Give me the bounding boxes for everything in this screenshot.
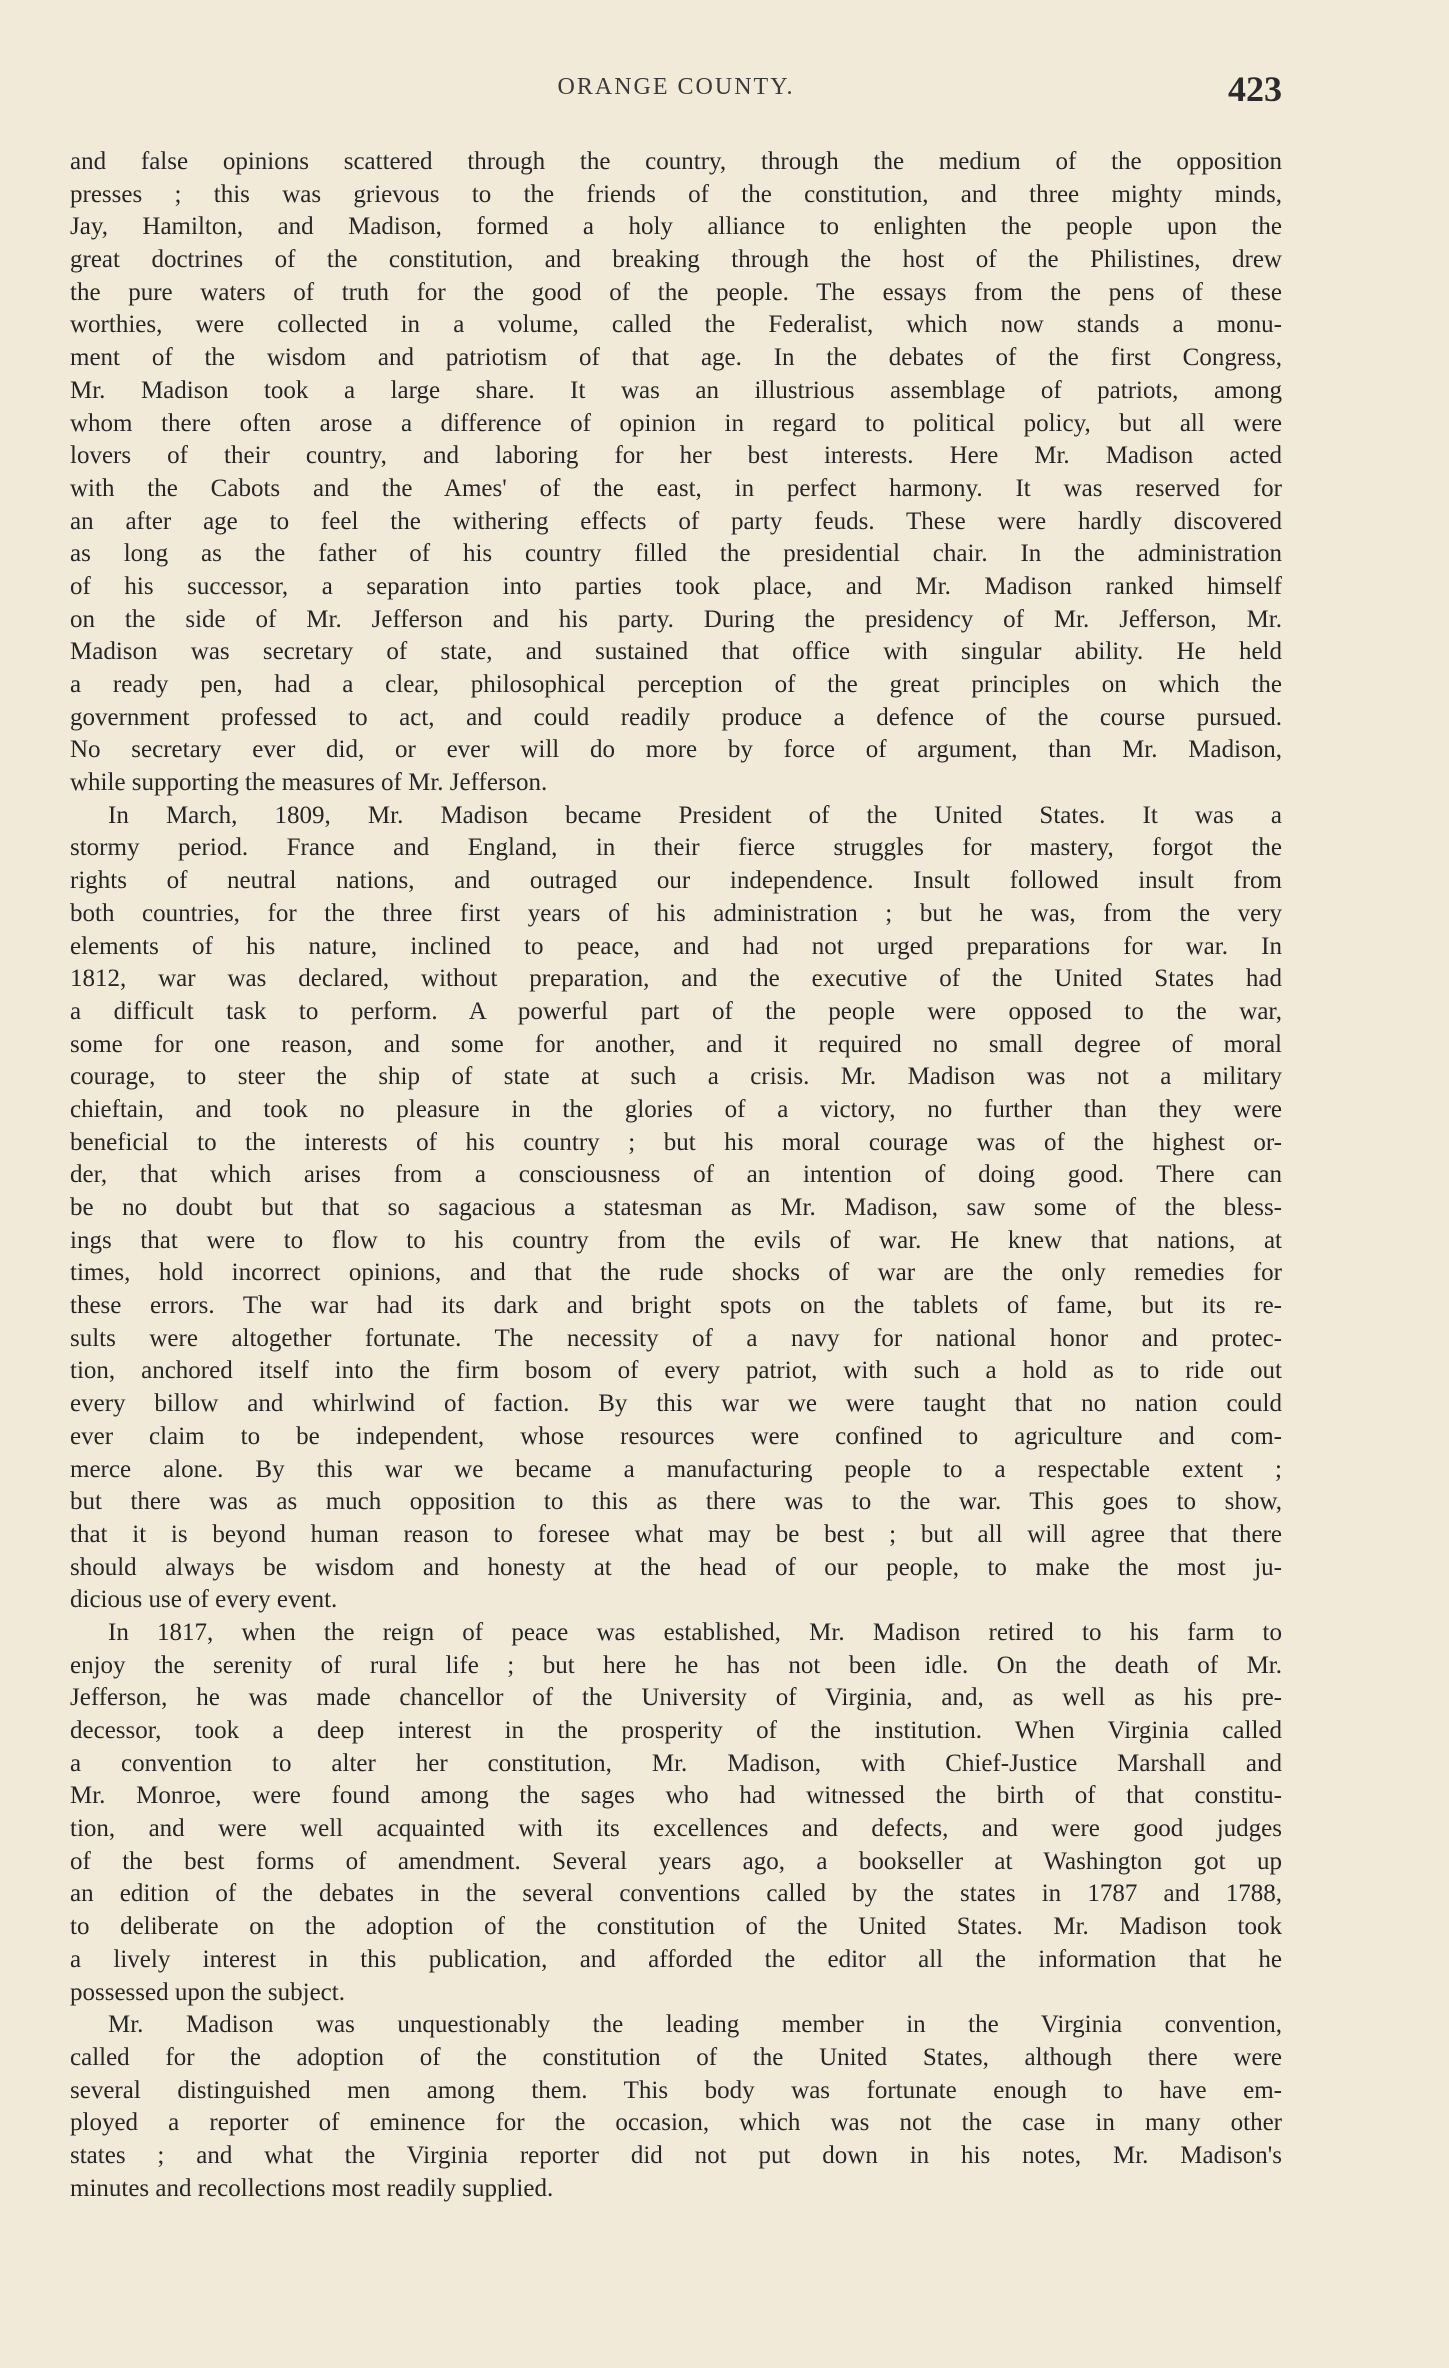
text-line: a difficult task to perform. A powerful part of the people were opposed to the war,	[70, 997, 1282, 1025]
text-line: whom there often arose a difference of opinion in regard to political policy, but all were	[70, 409, 1282, 437]
text-line: merce alone. By this war we became a manufacturing people to a respectable extent ;	[70, 1455, 1282, 1483]
text-line: In 1817, when the reign of peace was established, Mr. Madison retired to his farm to	[108, 1618, 1282, 1646]
text-line: but there was as much opposition to this as there was to the war. This goes to show,	[70, 1488, 1282, 1516]
text-line: ever claim to be independent, whose resources were confined to agriculture and com-	[70, 1422, 1282, 1450]
text-line: Mr. Madison was unquestionably the leading member in the Virginia convention,	[108, 2011, 1282, 2039]
text-line: presses ; this was grievous to the friends of the constitution, and three mighty minds,	[70, 180, 1282, 208]
text-line: some for one reason, and some for another, and it required no small degree of moral	[70, 1030, 1282, 1058]
running-title: ORANGE COUNTY.	[557, 74, 795, 100]
text-line: possessed upon the subject.	[70, 1978, 345, 2006]
text-line: dicious use of every event.	[70, 1586, 338, 1614]
text-line: No secretary ever did, or ever will do more by force of argument, than Mr. Madison,	[70, 736, 1282, 764]
text-line: of the best forms of amendment. Several years ago, a bookseller at Washington got up	[70, 1847, 1282, 1875]
text-line: Jefferson, he was made chancellor of the University of Virginia, and, as well as his pre-	[70, 1684, 1282, 1712]
text-line: chieftain, and took no pleasure in the glories of a victory, no further than they were	[70, 1095, 1282, 1123]
text-line: great doctrines of the constitution, and breaking through the host of the Philistines, drew	[70, 246, 1282, 274]
text-line: while supporting the measures of Mr. Jefferson.	[70, 769, 548, 797]
text-line: sults were altogether fortunate. The necessity of a navy for national honor and protec-	[70, 1324, 1282, 1352]
text-line: stormy period. France and England, in their fierce struggles for mastery, forgot the	[70, 834, 1282, 862]
text-line: In March, 1809, Mr. Madison became President of the United States. It was a	[108, 801, 1282, 829]
text-line: 1812, war was declared, without preparation, and the executive of the United States had	[70, 965, 1282, 993]
text-line: every billow and whirlwind of faction. By this war we were taught that no nation could	[70, 1390, 1282, 1418]
text-line: states ; and what the Virginia reporter did not put down in his notes, Mr. Madison's	[70, 2141, 1282, 2169]
text-line: an after age to feel the withering effects of party feuds. These were hardly discovered	[70, 507, 1282, 535]
text-line: tion, and were well acquainted with its excellences and defects, and were good judges	[70, 1815, 1282, 1843]
text-line: be no doubt but that so sagacious a statesman as Mr. Madison, saw some of the bless-	[70, 1194, 1282, 1221]
text-line: that it is beyond human reason to foresee what may be best ; but all will agree that there	[70, 1520, 1282, 1548]
text-line: decessor, took a deep interest in the prosperity of the institution. When Virginia called	[70, 1717, 1282, 1744]
text-line: ployed a reporter of eminence for the occasion, which was not the case in many other	[70, 2109, 1282, 2137]
text-line: of his successor, a separation into parties took place, and Mr. Madison ranked himself	[70, 572, 1282, 600]
text-line: as long as the father of his country filled the presidential chair. In the administration	[70, 540, 1282, 568]
text-line: courage, to steer the ship of state at such a crisis. Mr. Madison was not a military	[70, 1063, 1282, 1091]
text-line: beneficial to the interests of his country ; but his moral courage was of the highest or-	[70, 1128, 1282, 1156]
text-line: these errors. The war had its dark and bright spots on the tablets of fame, but its re-	[70, 1292, 1282, 1320]
text-line: worthies, were collected in a volume, called the Federalist, which now stands a monu-	[70, 311, 1282, 339]
text-line: a lively interest in this publication, and afforded the editor all the information that he	[70, 1945, 1282, 1973]
page-number: 423	[1228, 69, 1282, 109]
text-line: ment of the wisdom and patriotism of that age. In the debates of the first Congress,	[70, 344, 1282, 372]
paragraph	[70, 1617, 1282, 2009]
body-text	[70, 146, 1282, 2205]
text-line: Mr. Monroe, were found among the sages who had witnessed the birth of that constitu-	[70, 1782, 1282, 1810]
text-line: should always be wisdom and honesty at the head of our people, to make the most ju-	[70, 1553, 1282, 1581]
text-line: to deliberate on the adoption of the constitution of the United States. Mr. Madison took	[70, 1913, 1282, 1941]
text-line: on the side of Mr. Jefferson and his party. During the presidency of Mr. Jefferson, Mr.	[70, 605, 1282, 633]
text-line: several distinguished men among them. This body was fortunate enough to have em-	[70, 2076, 1282, 2104]
text-line: both countries, for the three first years of his administration ; but he was, from the very	[70, 899, 1282, 927]
text-line: der, that which arises from a consciousness of an intention of doing good. There can	[70, 1161, 1282, 1189]
paragraph	[70, 2009, 1282, 2205]
text-line: government professed to act, and could readily produce a defence of the course pursued.	[70, 703, 1282, 731]
text-line: Mr. Madison took a large share. It was an illustrious assemblage of patriots, among	[70, 376, 1282, 404]
text-line: Madison was secretary of state, and sustained that office with singular ability. He held	[70, 638, 1282, 666]
text-line: times, hold incorrect opinions, and that the rude shocks of war are the only remedies for	[70, 1259, 1282, 1287]
text-line: rights of neutral nations, and outraged our independence. Insult followed insult from	[70, 867, 1282, 895]
running-head	[70, 68, 1282, 108]
text-line: Jay, Hamilton, and Madison, formed a holy alliance to enlighten the people upon the	[70, 213, 1282, 241]
text-line: called for the adoption of the constitution of the United States, although there were	[70, 2043, 1282, 2071]
text-line: elements of his nature, inclined to peace, and had not urged preparations for war. In	[70, 932, 1282, 960]
paragraph	[70, 146, 1282, 800]
paragraph	[70, 800, 1282, 1617]
text-line: with the Cabots and the Ames' of the east, in perfect harmony. It was reserved for	[70, 474, 1282, 502]
text-line: enjoy the serenity of rural life ; but here he has not been idle. On the death of Mr.	[70, 1651, 1282, 1679]
text-line: lovers of their country, and laboring for her best interests. Here Mr. Madison acted	[70, 442, 1282, 470]
text-line: and false opinions scattered through the country, through the medium of the opposition	[70, 148, 1282, 175]
text-line: the pure waters of truth for the good of the people. The essays from the pens of these	[70, 278, 1282, 306]
text-line: an edition of the debates in the several conventions called by the states in 1787 and 1788,	[70, 1880, 1282, 1908]
text-line: minutes and recollections most readily supplied.	[70, 2174, 554, 2202]
text-line: a ready pen, had a clear, philosophical perception of the great principles on which the	[70, 671, 1282, 698]
text-line: ings that were to flow to his country from the evils of war. He knew that nations, at	[70, 1226, 1282, 1254]
text-line: tion, anchored itself into the firm bosom of every patriot, with such a hold as to ride out	[70, 1357, 1282, 1385]
text-line: a convention to alter her constitution, Mr. Madison, with Chief-Justice Marshall and	[70, 1749, 1282, 1777]
